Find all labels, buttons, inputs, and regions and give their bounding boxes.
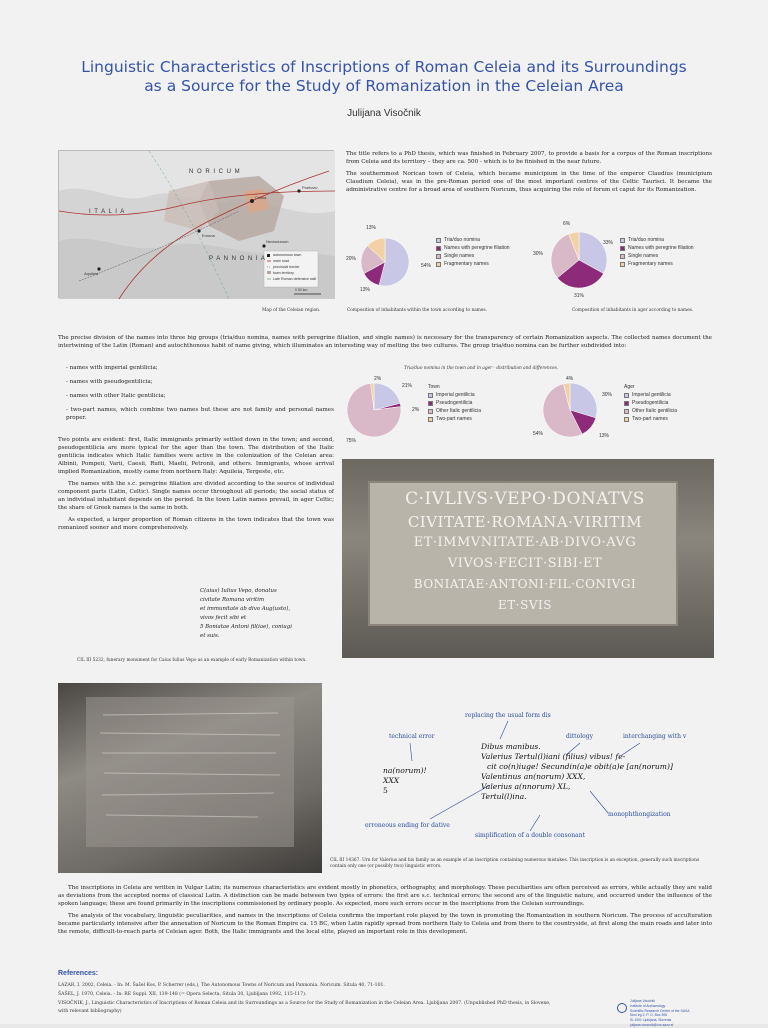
body-text-column [58,436,334,536]
map-scale: 0 50 km [295,288,308,292]
stone-line: C·IVLIVS·VEPO·DONATVS [405,489,645,509]
body-paragraph-4: As expected, a larger proportion of Roman citizens in the town indicates that the town was romanized sooner and more comprehensively. [58,517,334,531]
map-caption: Map of the Celeian region. [262,308,321,313]
map-label-poetovio: Poetovio [302,185,318,190]
pie-label: 30% [533,251,544,257]
map-legend-item: Late Roman defensive wall [273,277,317,281]
legend-label: Imperial gentilicia [632,392,671,398]
pie-label: 31% [574,293,585,299]
institute-logo-icon [617,1003,627,1013]
legend-label: Two-part names [632,416,668,422]
body-paragraph-2: Two points are evident: first, Italic immigrants primarily settled down in the town; and second, pseudogentilicia are more typical for the ager than the town. The distribution of the Italic gentilicia indicates which Italic families were active in the colonization of the Celeian area: Albinii, Pompeii, Varii, Caesii, Rufii, Maelii, Petronii, and others. Immigrants, whose arrival implied Romanization, mostly came from northern Italy: Aquileia, Tergeste, etc. [58,437,334,475]
legend-swatch [620,246,625,251]
stone-line: VIVOS·FECIT·SIBI·ET [447,556,603,571]
transcription-line: Valerius a(nnorum) XL, [481,782,571,791]
list-item: - two-part names, which combine two names but these are not family and personal names proper. [66,407,334,421]
legend-swatch [428,409,433,414]
arrow [530,815,540,831]
legend-swatch [624,417,629,422]
legend-label: Other Italic gentilicia [632,408,678,414]
transcription-line: XXX [383,776,400,785]
annotation-technical-error: technical error [389,733,435,740]
pie-label: 33% [603,240,614,246]
stone-line: ET·IMMVNITATE·AB·DIVO·AVG [413,535,637,550]
transcription-line: Valerius Tertul(l)iani (filius) vibus! fe- [481,752,626,761]
legend-swatch [620,238,625,243]
legend-swatch [428,401,433,406]
title-line-2: as a Source for the Study of Romanization in the Celeian Area [144,77,624,95]
pie-label: 30% [602,392,613,398]
legend-composition-town [436,236,510,268]
bottom-paragraph-2: The analysis of the vocabulary, linguistic peculiarities, and names in the inscriptions of Celeia confirms the important role played by the town in promoting the Romanization in southern Noricum. The process of acculturation became particularly intensive after the annexation of Noricum to the Roman Empire ca. 15 BC, when Latin rapidly spread from northern Italy to Celeia and from there to the countryside, at first along the main roads and later into the remote, difficult-to-reach parts of Celeian ager. Both, the Italic immigrants and the local elite, played an important role in this development. [58,913,712,935]
transcription-vepo [200,587,340,641]
pie-chart-town-gentilicia [346,382,402,438]
map-label-pannonia: P A N N O N I A [209,256,266,262]
caption-composition-ager: Composition of inhabitants in ager according to names. [572,308,694,313]
legend-composition-ager [620,236,694,268]
legend-swatch [428,393,433,398]
pie-chart-ager-gentilicia [542,382,598,438]
pie-label: 21% [402,383,413,389]
transcription-line: et immunitate ab divo Aug(usto), [200,606,291,612]
body-paragraph-1: The precise division of the names into three big groups (tria/duo nomina, names with peregrine filiation, and single names) is necessary for the transparency of certain Romanization aspects. The collected names document the intertwining of the Latin (Roman) and autochthonous habit of name giving, which illuminates an interesting way of melting the two cultures. The group tria/duo nomina can be further subdivided into: [58,335,712,349]
transcription-line: civitate Romana viritim [200,597,265,603]
inscription-photo-valerius [58,683,322,873]
pie-label: 20% [346,256,357,262]
legend-label: Names with peregrine filiation [628,245,694,251]
legend-swatch [624,393,629,398]
institution-line: Novi trg 2, P. O. Box 306 [630,1013,668,1018]
legend-swatch [428,417,433,422]
author: Julijana Visočnik [347,108,421,119]
bottom-text [58,884,712,940]
map-legend-item: autonomous town [273,253,302,257]
legend-swatch [436,262,441,267]
transcription-line: Tertul(l)ina. [481,792,527,801]
legend-label: Single names [444,253,475,259]
institution-line: SI-1001 Ljubljana, Slovenia [630,1018,672,1023]
transcription-line: cit co(n)iuge! Secundin(a)e obit(a)e [an(norum)] [487,762,673,771]
legend-label: Fragmentary names [628,261,673,267]
map-label-neviodunum: Neviodunum [266,239,289,244]
list-item: - names with other Italic gentilicia; [66,393,166,399]
map-legend-item: town territory [273,271,294,275]
map-label-celeia: Celeia [255,195,267,200]
arrow [500,721,508,739]
pie-chart-town-composition [360,231,410,293]
map-label-noricum: N O R I C U M [189,169,241,175]
annotation-erroneous-ending: erroneous ending for dative [365,822,450,829]
annotation-interchanging: interchanging with v [623,733,687,740]
pie-label: 54% [533,431,544,437]
references-title: References: [58,970,99,977]
reference-item: LAZAR, I. 2002, Celeia. - In: M. Šašel Kos, P. Scherrer (eds.), The Autonomous Towns of Noricum and Pannonia. Noricum. Situla 40, 71-101. [58,983,385,988]
arrow [410,743,412,761]
transcription-line: vivos fecit sibi et [200,615,247,621]
map-legend-item: provincial border [273,265,300,269]
legend-label: Other Italic gentilicia [436,408,482,414]
transcription-valerius-right [481,742,673,802]
pie-label: 13% [360,287,371,293]
institution-line: julijana.visocnik@zrc-sazu.si [630,1022,674,1027]
inscription-photo-vepo [342,459,714,658]
transcription-line: et suis. [200,633,220,639]
title-line-1: Linguistic Characteristics of Inscriptions of Roman Celeia and its Surroundings [81,58,687,76]
pie-label: 4% [566,376,574,382]
list-item: - names with pseudogentilicia; [66,379,153,385]
annotation-simplification: simplification of a double consonant [475,832,586,839]
legend-swatch [624,401,629,406]
legend-label: Fragmentary names [444,261,489,267]
legend-swatch [620,254,625,259]
reference-item: with relevant bibliography) [58,1009,122,1014]
legend-label: Tria/duo nomina [444,237,480,243]
map-label-aquileia: Aquileia [84,271,99,276]
intro-text [346,150,712,198]
annotation-dittology: dittology [566,733,593,740]
map-legend [273,252,316,282]
institution-block [630,999,690,1028]
reference-item: ŠAŠEL, J. 1970, Celeia. - In: RE Suppl. XII, 139-148 (= Opera Selecta, Situla 30, Ljubljana 1992, 115-117). [58,992,307,997]
transcription-line: 5 Boniatae Antoni fil(iae), coniugi [200,624,292,630]
caption-valerius: CIL III 14367. Urn for Valerius and his family as an example of an inscription containing numerous mistakes. This inscription is an exception, generally such inscriptions contain only one (or possibly two) linguistic errors. [330,858,700,869]
list-item: - names with imperial gentilicia; [66,365,158,371]
legend-swatch [620,262,625,267]
stone-line: CIVITATE·ROMANA·VIRITIM [407,513,643,531]
institution-line: Scientific Research Centre of the SASA [630,1008,690,1013]
legend-label: Pseudogentilicia [632,400,669,406]
bottom-paragraph-1: The inscriptions in Celeia are written in Vulgar Latin; its numerous characteristics are evident mostly in phonetics, orthography, and morphology. These peculiarities are often perceived as errors, while actually they are valid as deviations from the accepted norms of classical Latin. A distinction can be made between two types of errors: the first are s.c. technical errors; the second are of the linguistic nature, and occurred under the influence of the spoken language; these are found primarily in the inscriptions commissioned by ordinary people. As expected, more such errors occur in the inscriptions from the Celeian surroundings. [58,885,712,907]
legend-label: Pseudogentilicia [436,400,473,406]
pie-label: 75% [346,438,357,444]
stone-line: BONIATAE·ANTONI·FIL·CONIVGI [413,577,637,591]
transcription-line: Valentinus an(norum) XXX, [481,772,586,781]
pie-label: 54% [421,263,432,269]
pie-label: 2% [374,376,382,382]
institution-line: Institute of Archaeology [630,1003,666,1008]
legend-label: Single names [628,253,659,259]
stone-line: ET·SVIS [498,598,552,612]
pie-label: 2% [412,407,420,413]
pie-chart-ager-composition [550,229,608,291]
pie-label: 6% [563,221,571,227]
legend-label: Imperial gentilicia [436,392,475,398]
institution-line: Julijana Visočnik [630,999,656,1003]
poster-title [60,58,708,96]
legend-swatch [436,238,441,243]
legend-heading: Ager [624,384,635,390]
map-label-italia: I T A L I A [89,209,126,215]
urn-texture [58,683,322,873]
legend-label: Tria/duo nomina [628,237,664,243]
gentilicia-list [66,364,334,428]
caption-vepo: CIL III 5232, funerary monument for Caius Iulius Vepo as an example of early Romanization within town. [77,658,307,663]
legend-heading: Town [428,384,440,390]
transcription-line: C(aius) Iulius Vepo, donatus [200,588,277,594]
legend-label: Two-part names [436,416,472,422]
pie-label: 13% [599,433,610,439]
transcription-line: na(norum)! [383,766,427,775]
celeia-region-map [58,150,334,298]
legend-gentilicia-town [428,383,481,423]
body-paragraph-3: The names with the s.c. peregrine filiation are divided according to the source of individual component parts (Latin, Celtic). Single names occur throughout all periods; the social status of an individual inhabitant depends on the period. In the town Latin names prevail, in ager Celtic; the share of Greek names is the same in both. [58,481,334,511]
inscription-stone-vepo [368,481,678,626]
legend-gentilicia-ager [624,383,677,423]
annotation-monophthongization: monophthongization [608,811,671,818]
gentilicia-chart-title: Tria/duo nomina in the town and in ager - distribution and differences. [404,366,559,371]
legend-label: Names with peregrine filiation [444,245,510,251]
reference-item: VISOČNIK, J., Linguistic Characteristics of Inscriptions of Roman Celeia and its Surroundings as a Source for the Study of Romanization in the Celeian Area. Ljubljana 2007. (Unpublished PhD thesis, in Slovene, [58,1001,551,1006]
transcription-line: Dibus manibus. [481,742,541,751]
intro-paragraph-1: The title refers to a PhD thesis, which was finished in February 2007, to provide a basis for a corpus of the Roman inscriptions from Celeia and its territory – they are ca. 500 - which is to be finished in the near future. [346,151,712,165]
transcription-valerius-left [383,766,427,796]
caption-composition-town: Composition of inhabitants within the town according to names. [347,308,487,313]
legend-swatch [436,254,441,259]
transcription-line: 5 [383,786,388,795]
pie-label: 13% [366,225,377,231]
annotation-replacing: replacing the usual form dis [465,712,551,719]
legend-swatch [436,246,441,251]
legend-swatch [624,409,629,414]
intro-paragraph-2: The southernmost Norican town of Celeia, which became municipium in the time of the emperor Claudius (municipium Claudium Celeia), was in the pre-Roman period one of the most important centres of the Celtic Taurisci. It became the administrative centre for a broad area of southern Noricum, thus acquiring the role of forum et caput for its Romanization. [346,171,712,193]
map-legend-item: main road [273,259,289,263]
map-label-emona: Emona [202,233,215,238]
